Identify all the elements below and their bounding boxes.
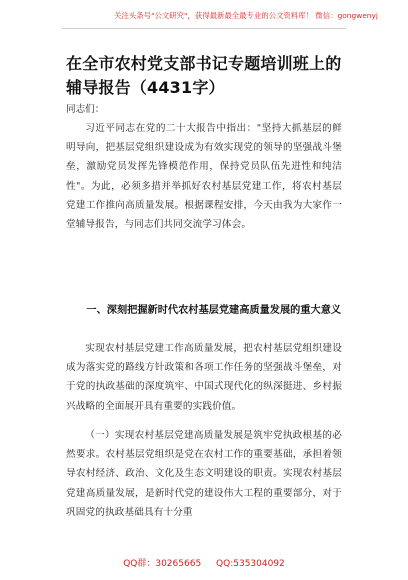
header-banner: 关注头条号"公文研究"，获得最新最全最专业的公文资料库！ 微信：gongwenyj xyxy=(114,11,378,20)
footer-contact xyxy=(0,555,408,573)
salutation: 同志们： xyxy=(66,104,105,115)
paragraph-significance: 实现农村基层党建工作高质量发展，把农村基层党组织建设成为落实党的路线方针政策和各项工作任务的坚强战斗堡垒，对于党的执政基础的深度筑牢、中国式现代化的纵深挺进、乡村振兴战略的全面展开具有重要的实践价值。 xyxy=(66,343,342,412)
section-heading: 一、深刻把握新时代农村基层党建高质量发展的重大意义 xyxy=(86,305,342,316)
paragraph-intro: 习近平同志在党的二十大报告中指出："坚持大抓基层的鲜明导向，把基层党组织建设成为有效实现党的领导的坚强战斗堡垒，激励党员发挥先锋模范作用，保持党员队伍先进性和纯洁性"。为此，必须多措并举抓好农村基层党建工作，将农村基层党建工作推向高质量发展。根据课程安排，今天由我为大家作一堂辅导报告，与同志们共同交流学习体会。 xyxy=(66,123,342,231)
header-divider xyxy=(62,28,346,29)
paragraph-point-one: （一）实现农村基层党建高质量发展是筑牢党执政根基的必然要求。农村基层党组织是党在农村工作的重要基础，承担着领导农村经济、政治、文化及生态文明建设的职责。实现农村基层党建高质量发展，是新时代党的建设伟大工程的重要部分，对于巩固党的执政基础具有十分重 xyxy=(66,430,342,518)
document-title: 在全市农村党支部书记专题培训班上的辅导报告（4431字） xyxy=(66,54,342,97)
footer-qq-group: QQ群：30265665 xyxy=(123,559,202,569)
footer-qq-number: QQ:535304092 xyxy=(216,559,285,569)
